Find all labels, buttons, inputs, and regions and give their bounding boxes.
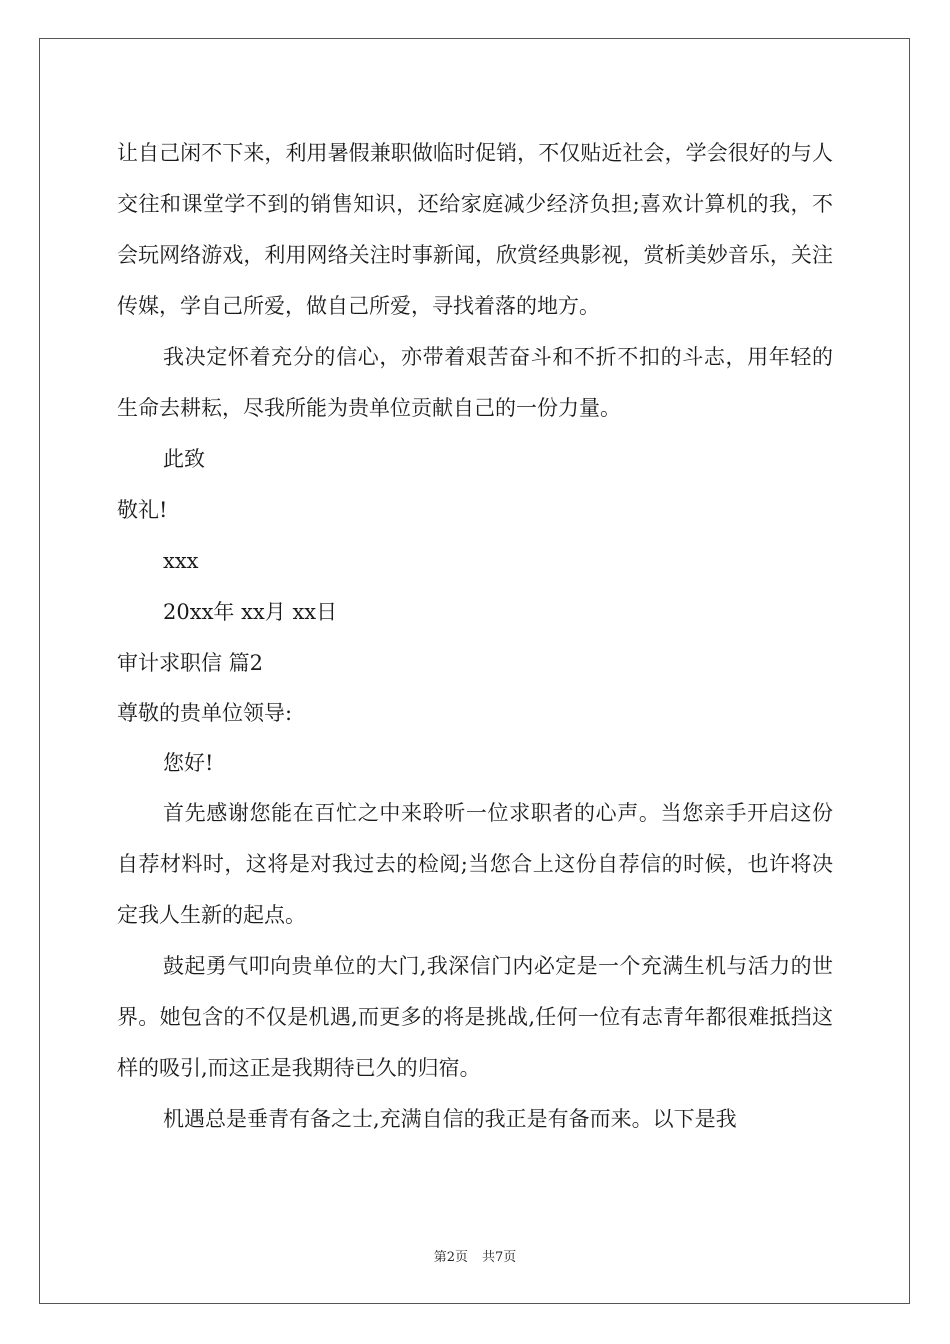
paragraph-1: 让自己闲不下来，利用暑假兼职做临时促销，不仅贴近社会，学会很好的与人交往和课堂学不到的销售知识，还给家庭减少经济负担;喜欢计算机的我，不会玩网络游戏，利用网络关注时事新闻，欣赏经典影视，赏析美妙音乐，关注传媒，学自己所爱，做自己所爱，寻找着落的地方。 — [117, 141, 833, 318]
regards: 敬礼! — [117, 498, 168, 522]
paragraph-3: 首先感谢您能在百忙之中来聆听一位求职者的心声。当您亲手开启这份自荐材料时，这将是对我过去的检阅;当您合上这份自荐信的时候，也许将决定我人生新的起点。 — [117, 801, 833, 927]
paragraph-4: 鼓起勇气叩向贵单位的大门,我深信门内必定是一个充满生机与活力的世界。她包含的不仅是机遇,而更多的将是挑战,任何一位有志青年都很难抵挡这样的吸引,而这正是我期待已久的归宿。 — [117, 954, 833, 1080]
page-number: 第2页 — [433, 1250, 468, 1265]
signature-date: 20xx年 xx月 xx日 — [163, 600, 338, 624]
salutation-closing: 此致 — [163, 447, 205, 471]
signature-name: xxx — [163, 549, 199, 573]
greeting: 尊敬的贵单位领导: — [117, 701, 293, 725]
total-pages: 共7页 — [482, 1250, 517, 1265]
section-title: 审计求职信 篇2 — [117, 651, 264, 675]
document-body — [117, 128, 833, 1145]
hello-line: 您好! — [163, 751, 214, 775]
paragraph-5: 机遇总是垂青有备之士,充满自信的我正是有备而来。以下是我 — [163, 1107, 737, 1131]
page-footer — [0, 1246, 950, 1265]
paragraph-2: 我决定怀着充分的信心，亦带着艰苦奋斗和不折不扣的斗志，用年轻的生命去耕耘，尽我所能为贵单位贡献自己的一份力量。 — [117, 345, 833, 420]
